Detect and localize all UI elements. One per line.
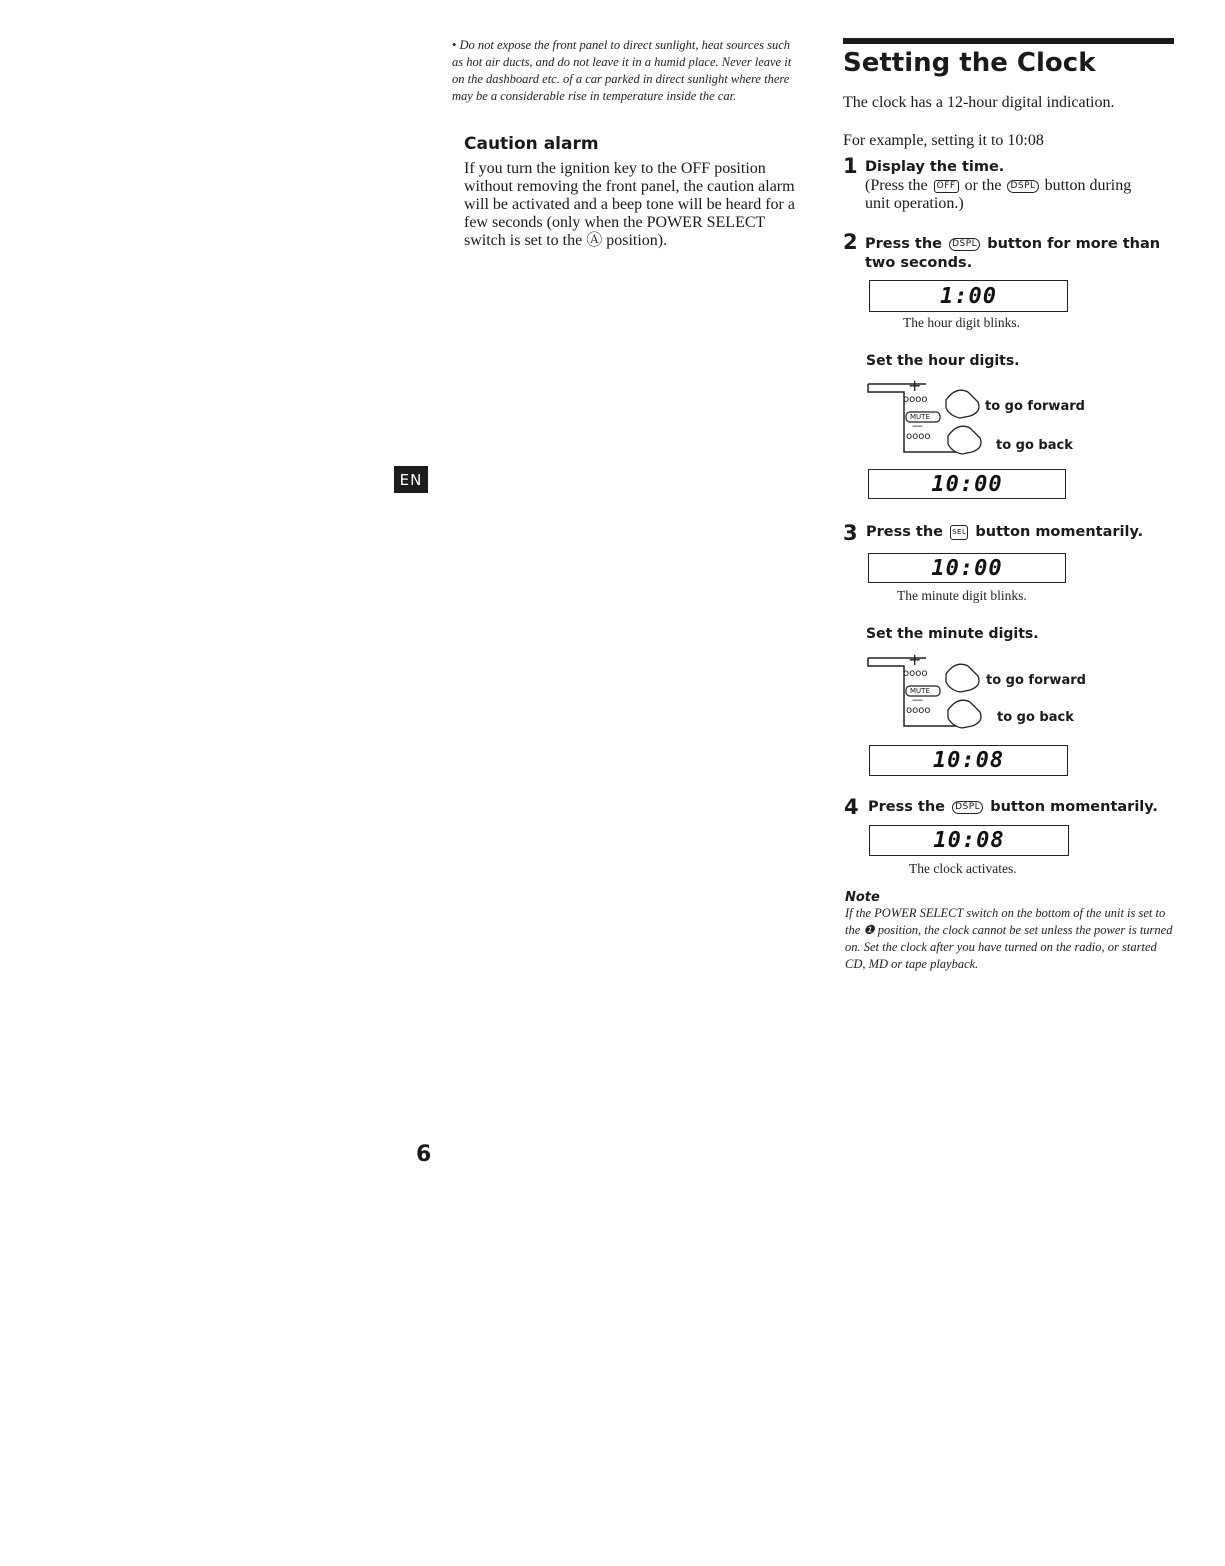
step-4-number: 4: [844, 795, 859, 819]
off-button-icon: OFF: [934, 180, 959, 193]
lcd-display-hour-set: 10:00: [868, 469, 1066, 499]
step-4-title: Press the DSPL button momentarily.: [868, 799, 1158, 815]
lcd-display-minute-blink: 10:00: [868, 553, 1066, 583]
example-text: For example, setting it to 10:08: [843, 132, 1044, 149]
dspl-button-icon: DSPL: [952, 801, 983, 814]
step-2-number: 2: [843, 230, 858, 254]
seek-control-icon: [866, 652, 996, 732]
minus-sign: —: [912, 419, 923, 432]
dots-lower: oooo: [906, 431, 931, 442]
dots-lower: oooo: [906, 705, 931, 716]
go-forward-label: to go forward: [985, 399, 1085, 414]
mute-label: MUTE: [910, 413, 930, 421]
bullet-note: • Do not expose the front panel to direct sunlight, heat sources such as hot air ducts, and do not leave it in a humid place. Never leave it on the dashboard etc. of a car parked in direct sunlight where there may be a considerable rise in temperature inside the car.: [452, 38, 792, 103]
step-1-number: 1: [843, 154, 858, 178]
lcd-display-hour-blink: 1:00: [869, 280, 1068, 312]
plus-sign: +: [908, 376, 922, 395]
lcd-display-clock-active: 10:08: [869, 825, 1069, 856]
title-rule: [843, 38, 1174, 44]
set-minute-title: Set the minute digits.: [866, 626, 1039, 642]
dots-upper: oooo: [903, 394, 928, 405]
step-1-title: Display the time.: [865, 159, 1005, 175]
plus-sign: +: [908, 650, 922, 669]
dspl-button-icon: DSPL: [1007, 180, 1038, 193]
caution-heading: Caution alarm: [464, 134, 599, 154]
caution-text: If you turn the ignition key to the OFF position without removing the front panel, the caution alarm will be activated and a beep tone will be heard for a few seconds (only when the POWER SELECT switch is set to the Ⓐ position).: [464, 160, 795, 249]
intro-text: The clock has a 12-hour digital indication.: [843, 94, 1115, 111]
minus-sign: —: [912, 693, 923, 706]
lcd-display-minute-set: 10:08: [869, 745, 1068, 776]
mute-label: MUTE: [910, 687, 930, 695]
dspl-button-icon: DSPL: [949, 238, 980, 251]
go-back-label: to go back: [996, 438, 1073, 453]
dots-upper: oooo: [903, 668, 928, 679]
caption-minute-blinks: The minute digit blinks.: [897, 588, 1027, 603]
step-2-title: Press the DSPL button for more than two seconds.: [865, 236, 1161, 271]
step-3-title: Press the SEL button momentarily.: [866, 524, 1144, 540]
note-heading: Note: [845, 890, 880, 905]
step-3-number: 3: [843, 521, 858, 545]
step-1-detail: (Press the OFF or the DSPL button during unit operation.): [865, 177, 1132, 212]
go-forward-label: to go forward: [986, 673, 1086, 688]
page-title: Setting the Clock: [843, 48, 1096, 78]
sel-button-icon: SEL: [950, 525, 968, 540]
caption-clock-activates: The clock activates.: [909, 861, 1017, 876]
page-number: 6: [416, 1142, 432, 1167]
language-tab: EN: [394, 466, 428, 493]
hour-control-diagram: [866, 378, 1086, 458]
seek-control-icon: [866, 378, 996, 458]
go-back-label: to go back: [997, 710, 1074, 725]
bullet-dot: •: [452, 38, 460, 52]
caption-hour-blinks: The hour digit blinks.: [903, 315, 1020, 330]
set-hour-title: Set the hour digits.: [866, 353, 1020, 369]
minute-control-diagram: [866, 652, 1086, 732]
note-text: If the POWER SELECT switch on the bottom of the unit is set to the ❶ position, the clock cannot be set unless the power is turned on. Set the clock after you have turned on the radio, or started CD, MD or tape playback.: [845, 906, 1173, 971]
